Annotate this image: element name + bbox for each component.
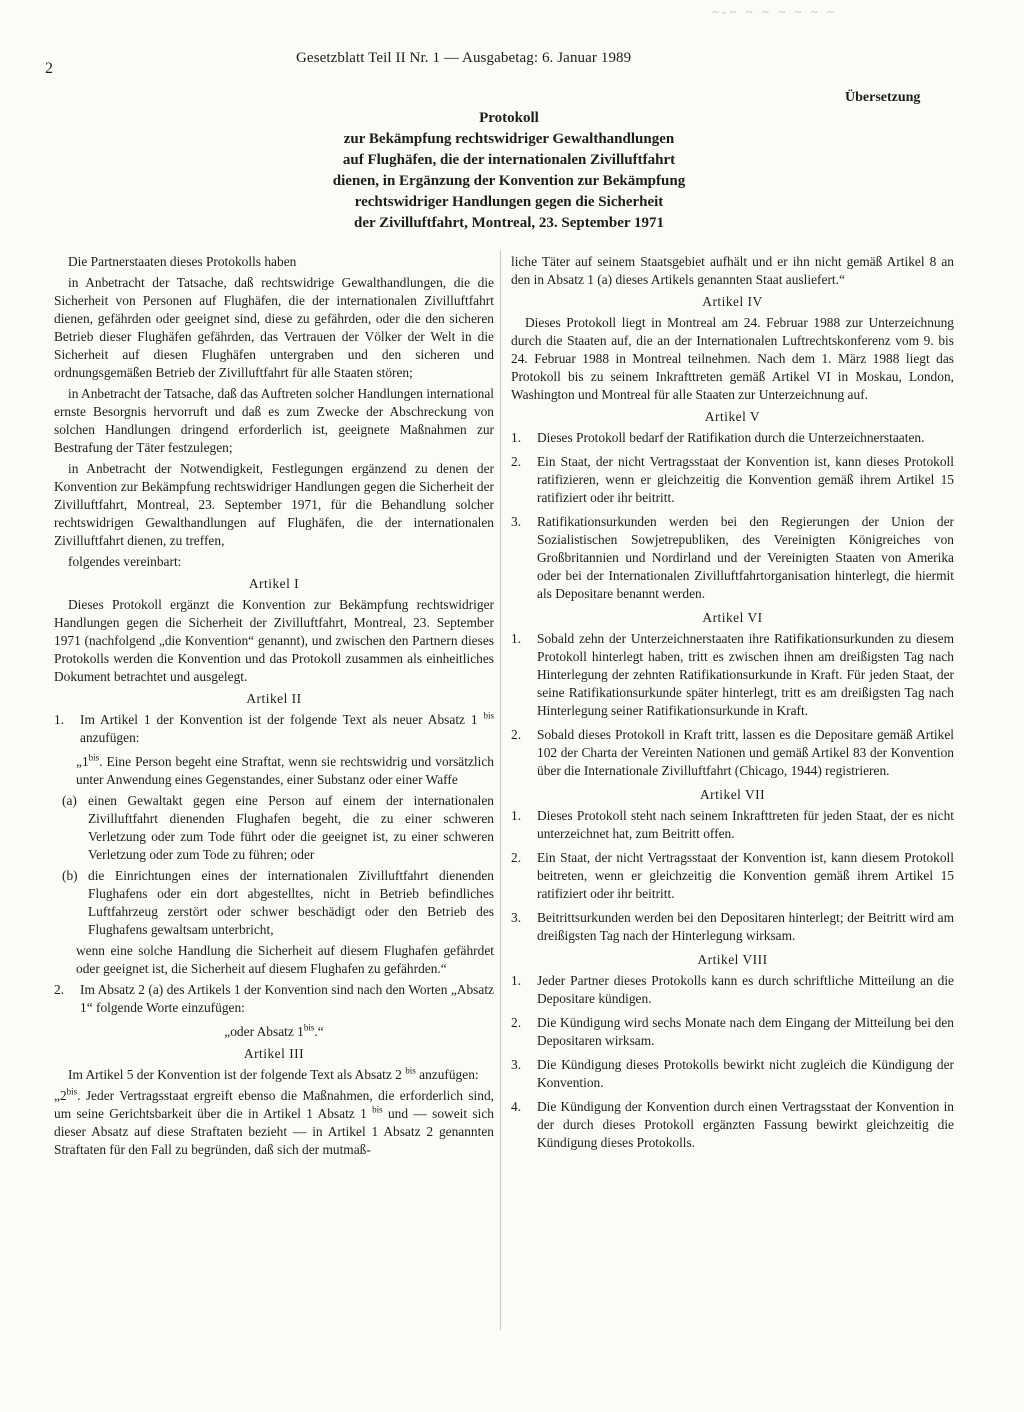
- article-3-continuation: liche Täter auf seinem Staatsgebiet aufhält und er ihn nicht gemäß Artikel 8 an den in Absatz 1 (a) dieses Artikels genannten Staat ausliefert.“: [511, 254, 954, 287]
- sub-text: einen Gewaltakt gegen eine Person auf einem der internationalen Zivilluftfahrt dienenden Flughafen begeht, die zu einer schweren Verletzung oder zum Tode führt oder die geeignet ist, zu einer schweren Verletzung oder zum Tode zu führen; oder: [88, 793, 494, 862]
- left-column: [54, 253, 494, 1162]
- article-heading: Artikel III: [243, 1046, 305, 1061]
- article-2-insertion: [54, 1023, 494, 1041]
- item-text: Die Kündigung wird sechs Monate nach dem Eingang der Mitteilung bei den Depositaren wirksam.: [537, 1015, 954, 1048]
- superscript: bis: [303, 1022, 315, 1033]
- article-heading: Artikel II: [246, 691, 302, 706]
- item-text: Jeder Partner dieses Protokolls kann es durch schriftliche Mitteilung an die Depositare kündigen.: [537, 973, 954, 1006]
- article-4-text: Dieses Protokoll liegt in Montreal am 24. Februar 1988 zur Unterzeichnung durch die Staaten auf, die an der Internationalen Luftrechtskonferenz vom 9. bis 24. Februar 1988 in Montreal teilnehmen. Nach dem 1. März 1988 liegt das Protokoll bis zu seinem Inkrafttreten gemäß Artikel VI in Moskau, London, Washington und Montreal für alle Staaten zur Unterzeichnung auf.: [511, 315, 954, 402]
- item-text: Ein Staat, der nicht Vertragsstaat der Konvention ist, kann diesem Protokoll beitreten, wenn er gleichzeitig die Konvention gemäß ihrem Artikel 15 ratifiziert oder ihr beitritt.: [537, 850, 954, 901]
- superscript: bis: [405, 1065, 416, 1076]
- article-heading: Artikel VI: [702, 610, 763, 625]
- item-text: Sobald zehn der Unterzeichnerstaaten ihre Ratifikationsurkunden zu diesem Protokoll hinterlegt haben, tritt es zwischen ihnen am dreißigsten Tag nach Hinterlegung der zehnten Ratifikationsurkunde in Kraft. Für jeden Staat, der seine Ratifikationsurkunde später hinterlegt, tritt es am dreißigsten Tag nach Hinterlegung seiner Ratifikationsurkunde in Kraft.: [537, 631, 954, 718]
- item-number: 1.: [511, 808, 522, 823]
- item-number: 3.: [511, 910, 522, 925]
- item-number: 3.: [511, 514, 522, 529]
- article-2-quote: [54, 753, 494, 789]
- article-heading: Artikel VIII: [697, 952, 768, 967]
- article-heading: Artikel VII: [699, 787, 766, 802]
- preamble-paragraph: in Anbetracht der Tatsache, daß das Auftreten solcher Handlungen international ernste Besorgnis hervorruft und daß es zum Zwecke der Abschreckung von solchen Handlungen dringend erforderlich ist, geeignete Maßnahmen zur Bestrafung der Täter festzulegen;: [54, 386, 494, 455]
- intro-text: Im Artikel 5 der Konvention ist der folgende Text als Absatz 2: [68, 1067, 402, 1082]
- item-number: 1.: [54, 712, 65, 727]
- article-heading: Artikel V: [704, 409, 761, 424]
- superscript: bis: [483, 710, 494, 721]
- item-number: 2.: [511, 1015, 522, 1030]
- right-column: [511, 253, 954, 1158]
- item-number: 3.: [511, 1057, 522, 1072]
- quote-text: „1: [76, 754, 89, 769]
- quote-text: „2: [54, 1088, 67, 1103]
- item-text: anzufügen:: [80, 730, 140, 745]
- article-heading: Artikel I: [248, 576, 300, 591]
- item-text: Die Kündigung dieses Protokolls bewirkt nicht zugleich die Kündigung der Konvention.: [537, 1057, 954, 1090]
- item-text: Die Kündigung der Konvention durch einen Vertragsstaat der Konvention in der durch dieses Protokoll ergänzten Fassung bewirkt gleichzeitig die Kündigung dieses Protokolls.: [537, 1099, 954, 1150]
- page-number: 2: [45, 60, 53, 77]
- sub-text: die Einrichtungen eines der internationalen Zivilluftfahrt dienenden Flughafens oder ein dort abgestelltes, nicht in Betrieb befindliches Luftfahrzeug zerstört oder schwer beschädigt oder den Betrieb des Flughafens gewaltsam unterbricht,: [88, 868, 494, 937]
- sub-mark: (b): [62, 868, 78, 883]
- article-2-item-2: [54, 981, 494, 1017]
- item-text: Beitrittsurkunden werden bei den Depositaren hinterlegt; der Beitritt wird am dreißigsten Tag nach der Hinterlegung wirksam.: [537, 910, 954, 943]
- article-2-sub-a: [54, 792, 494, 864]
- insertion-text: .“: [314, 1024, 324, 1039]
- item-text: Dieses Protokoll steht nach seinem Inkrafttreten für jeden Staat, der es nicht unterzeichnet hat, zum Beitritt offen.: [537, 808, 954, 841]
- item-number: 2.: [511, 454, 522, 469]
- item-number: 2.: [511, 727, 522, 742]
- translation-label: Übersetzung: [845, 90, 921, 105]
- superscript: bis: [372, 1104, 383, 1115]
- article-6-item: [511, 726, 954, 780]
- quote-text: und — soweit sich dieser Absatz auf diese Straftaten bezieht — in Artikel 1 Absatz 2 genannten Straftaten für den Fall zu begründen, daß sich der mutmaß-: [54, 1106, 494, 1157]
- archive-stamp: ~-~ ~ ~ ~ ~ ~ ~: [712, 4, 838, 19]
- preamble-agreed: folgendes vereinbart:: [68, 554, 182, 569]
- title-line: auf Flughäfen, die der internationalen Zivilluftfahrt: [342, 152, 676, 168]
- item-text: Im Artikel 1 der Konvention ist der folgende Text als neuer Absatz 1: [80, 712, 478, 727]
- superscript: bis: [66, 1086, 78, 1097]
- title-line: dienen, in Ergänzung der Konvention zur Bekämpfung: [332, 173, 686, 189]
- item-number: 4.: [511, 1099, 522, 1114]
- item-number: 2.: [511, 850, 522, 865]
- document-title: [264, 108, 754, 234]
- quote-text: . Eine Person begeht eine Straftat, wenn sie rechtswidrig und vorsätzlich unter Anwendung eines Gegenstandes, einer Substanz oder einer Waffe: [76, 754, 494, 787]
- article-8-item: [511, 972, 954, 1008]
- article-1-text: Dieses Protokoll ergänzt die Konvention zur Bekämpfung rechtswidriger Handlungen gegen die Sicherheit der Zivilluftfahrt, Montreal, 23. September 1971 (nachfolgend „die Konvention“ genannt), und zwischen den Partnern dieses Protokolls werden die Konvention und das Protokoll zusammen als einheitliches Dokument betrachtet und ausgelegt.: [54, 597, 494, 684]
- quote-text: . Jeder Vertragsstaat ergreift ebenso die Maßnahmen, die erforderlich sind, um seine Gerichtsbarkeit über die in Artikel 1 Absatz 1: [54, 1088, 494, 1121]
- article-6-item: [511, 630, 954, 720]
- item-text: Sobald dieses Protokoll in Kraft tritt, lassen es die Depositare gemäß Artikel 102 der Charta der Vereinten Nationen und gemäß Artikel 83 der Konvention über die Internationale Zivilluftfahrt (Chicago, 1944) registrieren.: [537, 727, 954, 778]
- article-8-item: [511, 1098, 954, 1152]
- title-line: zur Bekämpfung rechtswidriger Gewalthandlungen: [343, 131, 675, 147]
- preamble-opening: Die Partnerstaaten dieses Protokolls haben: [68, 254, 297, 269]
- item-number: 1.: [511, 973, 522, 988]
- item-text: Im Absatz 2 (a) des Artikels 1 der Konvention sind nach den Worten „Absatz 1“ folgende Worte einzufügen:: [80, 982, 494, 1015]
- item-number: 1.: [511, 430, 522, 445]
- article-5-item: [511, 429, 954, 447]
- article-heading: Artikel IV: [702, 294, 763, 309]
- preamble-paragraph: in Anbetracht der Notwendigkeit, Festlegungen ergänzend zu denen der Konvention zur Bekämpfung rechtswidriger Handlungen gegen die Sicherheit der Zivilluftfahrt, Montreal, 23. September 1971, für die Behandlung solcher rechtswidrigen Gewalthandlungen auf Flughäfen, die der internationalen Zivilluftfahrt dienen, zu treffen,: [54, 461, 494, 548]
- intro-text: anzufügen:: [419, 1067, 479, 1082]
- article-5-item: [511, 513, 954, 603]
- preamble-paragraph: in Anbetracht der Tatsache, daß rechtswidrige Gewalthandlungen, die die Sicherheit von Personen auf Flughäfen, die der internationalen Zivilluftfahrt dienen, gefährden oder geeignet sind, diese zu gefährden, oder die den sicheren Betrieb dieser Flughäfen gefährden, das Vertrauen der Völker der Welt in die Sicherheit auf diesen Flughäfen untergraben und den sicheren und ordnungsgemäßen Betrieb der Zivilluftfahrt für alle Staaten stören;: [54, 275, 494, 380]
- article-2-sub-b: [54, 867, 494, 939]
- running-header: Gesetzblatt Teil II Nr. 1 — Ausgabetag: 6. Januar 1989: [296, 50, 632, 66]
- title-line: rechtswidriger Handlungen gegen die Sicherheit: [354, 194, 664, 210]
- column-divider: [500, 250, 501, 1330]
- article-7-item: [511, 807, 954, 843]
- article-7-item: [511, 909, 954, 945]
- sub-mark: (a): [62, 793, 77, 808]
- article-2-closing: wenn eine solche Handlung die Sicherheit auf diesem Flughafen gefährdet oder geeignet ist, die Sicherheit auf diesem Flughafen zu gefährden.“: [76, 943, 494, 976]
- item-text: Ratifikationsurkunden werden bei den Regierungen der Union der Sozialistischen Sowjetrepubliken, des Vereinigten Königreiches von Großbritannien und Nordirland und der Vereinigten Staaten von Amerika oder bei der Internationalen Zivilluftfahrtorganisation hinterlegt, die hiermit als Depositare benannt werden.: [537, 514, 954, 601]
- insertion-text: „oder Absatz 1: [224, 1024, 304, 1039]
- article-8-item: [511, 1056, 954, 1092]
- article-3-intro: [54, 1066, 494, 1084]
- article-8-item: [511, 1014, 954, 1050]
- article-5-item: [511, 453, 954, 507]
- article-3-quote: [54, 1087, 494, 1159]
- item-text: Dieses Protokoll bedarf der Ratifikation durch die Unterzeichnerstaaten.: [537, 430, 925, 445]
- item-number: 1.: [511, 631, 522, 646]
- title-line: Protokoll: [479, 110, 539, 126]
- item-number: 2.: [54, 982, 65, 997]
- article-7-item: [511, 849, 954, 903]
- article-2-item-1: [54, 711, 494, 747]
- item-text: Ein Staat, der nicht Vertragsstaat der Konvention ist, kann dieses Protokoll ratifizieren, wenn er gleichzeitig die Konvention gemäß ihrem Artikel 15 ratifiziert oder ihr beitritt.: [537, 454, 954, 505]
- superscript: bis: [88, 752, 100, 763]
- title-line: der Zivilluftfahrt, Montreal, 23. September 1971: [354, 215, 664, 231]
